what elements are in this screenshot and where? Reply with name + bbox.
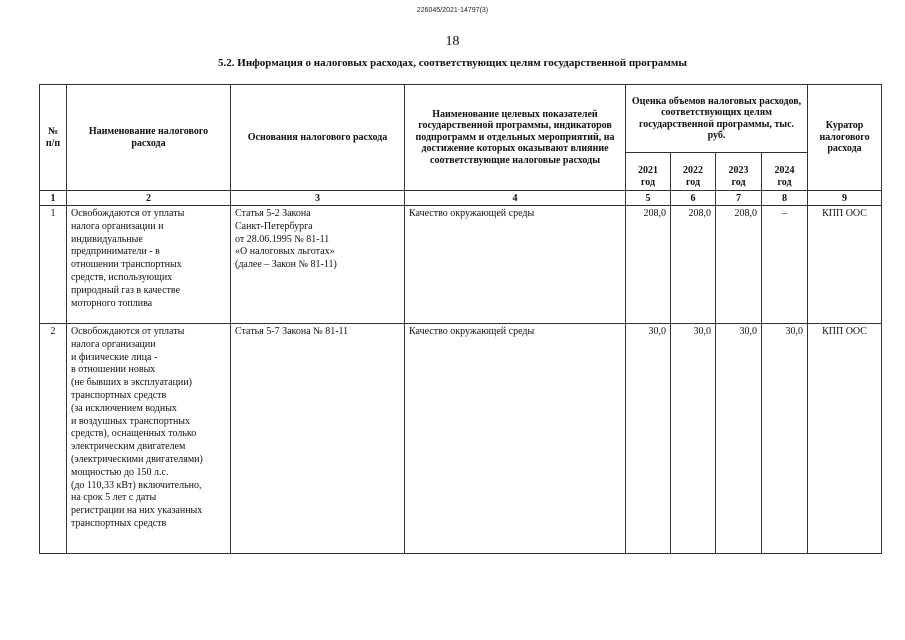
row-num: 1	[40, 206, 67, 324]
row-value-2024: 30,0	[762, 324, 808, 554]
column-number: 5	[626, 191, 671, 206]
page-number: 18	[445, 34, 460, 49]
row-value-2022: 208,0	[671, 206, 716, 324]
row-value-2023: 30,0	[716, 324, 762, 554]
row-name: Освобождаются от уплаты налога организации и индивидуальные предприниматели - в отношении транспортных средств, использующих природный газ в качестве моторного топлива	[67, 206, 231, 324]
row-curator: КПП ООС	[808, 324, 882, 554]
row-name: Освобождаются от уплаты налога организации и физические лица - в отношении новых (не бывших в эксплуатации) транспортных средств (за исключением водных и воздушных транспортных средств), оснащенных только электрическим двигателем (электрическими двигателями) мощностью до 150 л.с. (до 110,33 кВт) включительно, на срок 5 лет с даты регистрации на них указанных транспортных средств	[67, 324, 231, 554]
row-indicator: Качество окружающей среды	[405, 324, 626, 554]
row-value-2024: –	[762, 206, 808, 324]
column-number: 9	[808, 191, 882, 206]
header-basis: Основания налогового расхода	[231, 85, 405, 191]
row-value-2022: 30,0	[671, 324, 716, 554]
table-row	[40, 206, 882, 324]
row-num: 2	[40, 324, 67, 554]
header-year-2021: 2021 год	[626, 153, 671, 191]
header-name: Наименование налогового расхода	[67, 85, 231, 191]
tax-expenditure-table	[39, 84, 882, 554]
header-indicators: Наименование целевых показателей государственной программы, индикаторов подпрограмм и отдельных мероприятий, на достижение которых оказывают влияние соответствующие налоговые расходы	[405, 85, 626, 191]
row-basis: Статья 5-2 Закона Санкт-Петербурга от 28.06.1995 № 81-11 «О налоговых льготах» (далее – Закон № 81-11)	[231, 206, 405, 324]
header-year-2022: 2022 год	[671, 153, 716, 191]
column-number: 8	[762, 191, 808, 206]
table-row	[40, 324, 882, 554]
row-value-2021: 30,0	[626, 324, 671, 554]
column-number: 2	[67, 191, 231, 206]
row-value-2023: 208,0	[716, 206, 762, 324]
row-value-2021: 208,0	[626, 206, 671, 324]
column-number: 7	[716, 191, 762, 206]
header-year-2023: 2023 год	[716, 153, 762, 191]
row-basis: Статья 5-7 Закона № 81-11	[231, 324, 405, 554]
document-id: 226045/2021-14797(3)	[416, 7, 489, 14]
column-number: 3	[231, 191, 405, 206]
header-year-2024: 2024 год	[762, 153, 808, 191]
column-number: 1	[40, 191, 67, 206]
header-num: № п/п	[40, 85, 67, 191]
row-curator: КПП ООС	[808, 206, 882, 324]
column-number: 4	[405, 191, 626, 206]
header-estimate: Оценка объемов налоговых расходов, соответствующих целям государственной программы, тыс. руб.	[626, 85, 808, 153]
header-curator: Куратор налогового расхода	[808, 85, 882, 191]
section-title: 5.2. Информация о налоговых расходах, соответствующих целям государственной программы	[218, 57, 687, 69]
row-indicator: Качество окружающей среды	[405, 206, 626, 324]
column-number: 6	[671, 191, 716, 206]
